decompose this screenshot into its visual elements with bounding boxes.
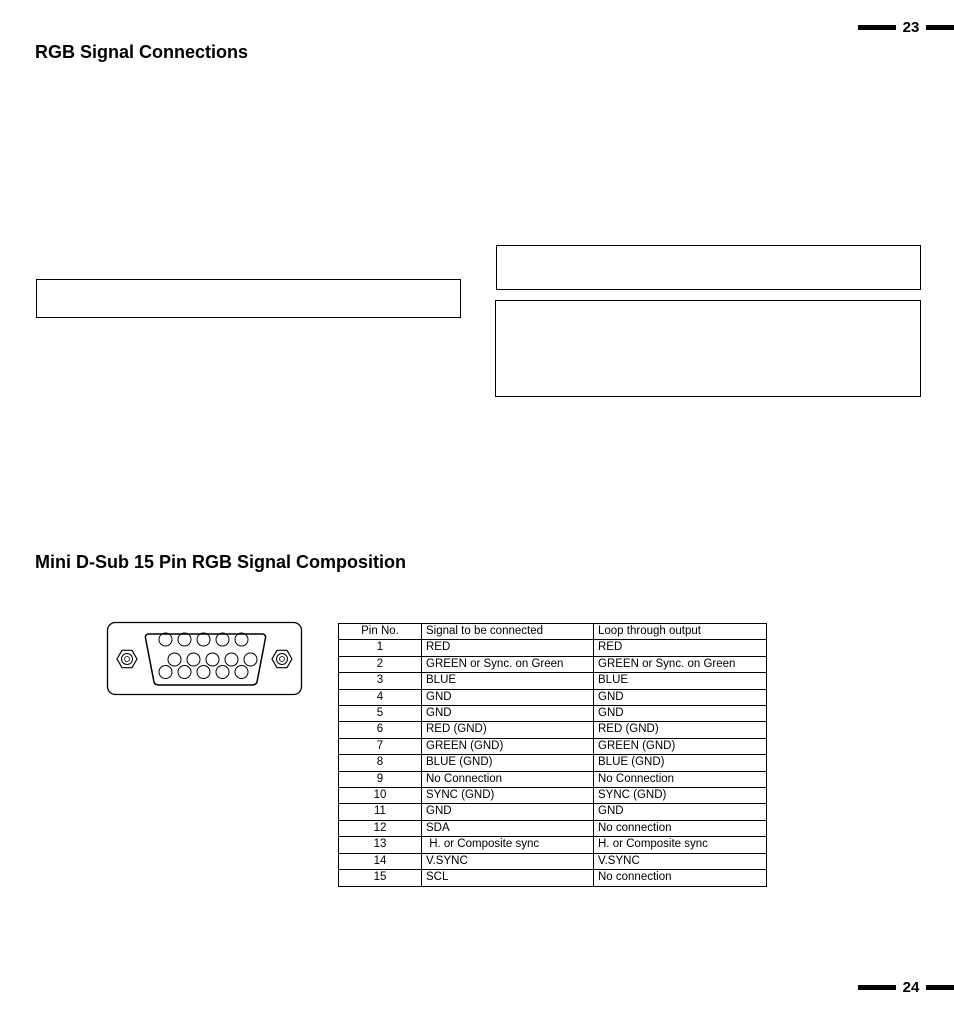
page-marker-bar (926, 25, 954, 30)
connector-pin (197, 633, 210, 646)
table-row (339, 870, 767, 886)
table-row (339, 706, 767, 722)
cell-signal: SYNC (GND) (422, 788, 594, 804)
connector-pin (235, 633, 248, 646)
cell-loop-through: GND (594, 689, 767, 705)
connector-pin (235, 666, 248, 679)
cell-loop-through: GREEN or Sync. on Green (594, 656, 767, 672)
cell-pin-no: 4 (339, 689, 422, 705)
cell-loop-through: RED (GND) (594, 722, 767, 738)
table-row (339, 788, 767, 804)
page-marker-bar (858, 985, 896, 990)
table-row (339, 673, 767, 689)
section-title-rgb-signal-connections: RGB Signal Connections (35, 42, 249, 62)
section-title-mini-dsub-composition: Mini D-Sub 15 Pin RGB Signal Composition (35, 552, 407, 572)
table-row (339, 755, 767, 771)
cell-signal: V.SYNC (422, 853, 594, 869)
connector-pin (168, 653, 181, 666)
connector-pins (159, 633, 257, 679)
connector-pin (159, 666, 172, 679)
cell-loop-through: RED (594, 640, 767, 656)
cell-signal: SDA (422, 820, 594, 836)
table-row (339, 771, 767, 787)
cell-loop-through: SYNC (GND) (594, 788, 767, 804)
empty-figure-box-right-bottom (495, 300, 921, 397)
table-row (339, 722, 767, 738)
cell-pin-no: 1 (339, 640, 422, 656)
cell-pin-no: 2 (339, 656, 422, 672)
cell-loop-through: GND (594, 706, 767, 722)
connector-pin (178, 633, 191, 646)
cell-signal: GND (422, 689, 594, 705)
cell-pin-no: 9 (339, 771, 422, 787)
connector-pin (206, 653, 219, 666)
cell-pin-no: 13 (339, 837, 422, 853)
cell-pin-no: 7 (339, 738, 422, 754)
connector-pin (197, 666, 210, 679)
page-marker-bar (926, 985, 954, 990)
cell-signal: No Connection (422, 771, 594, 787)
page-number-marker-top (854, 18, 954, 38)
cell-pin-no: 14 (339, 853, 422, 869)
cell-loop-through: No connection (594, 870, 767, 886)
page-marker-bar (858, 25, 896, 30)
cell-signal: H. or Composite sync (422, 837, 594, 853)
pin-signal-table (338, 623, 767, 887)
table-row (339, 689, 767, 705)
cell-pin-no: 11 (339, 804, 422, 820)
cell-signal: RED (422, 640, 594, 656)
column-header-pin-no: Pin No. (339, 624, 422, 640)
cell-loop-through: No Connection (594, 771, 767, 787)
cell-loop-through: BLUE (GND) (594, 755, 767, 771)
cell-loop-through: No connection (594, 820, 767, 836)
cell-loop-through: GND (594, 804, 767, 820)
cell-signal: GND (422, 804, 594, 820)
table-row (339, 656, 767, 672)
cell-pin-no: 5 (339, 706, 422, 722)
cell-signal: BLUE (GND) (422, 755, 594, 771)
column-header-signal: Signal to be connected (422, 624, 594, 640)
table-header-row (339, 624, 767, 640)
page-number-top: 23 (902, 19, 920, 36)
cell-pin-no: 15 (339, 870, 422, 886)
connector-pin (244, 653, 257, 666)
column-header-loop-through: Loop through output (594, 624, 767, 640)
cell-signal: BLUE (422, 673, 594, 689)
cell-signal: GREEN or Sync. on Green (422, 656, 594, 672)
cell-signal: RED (GND) (422, 722, 594, 738)
cell-signal: GND (422, 706, 594, 722)
page-number-marker-bottom (854, 978, 954, 998)
connector-pin (178, 666, 191, 679)
empty-figure-box-left (36, 279, 461, 318)
cell-loop-through: H. or Composite sync (594, 837, 767, 853)
cell-signal: SCL (422, 870, 594, 886)
cell-pin-no: 3 (339, 673, 422, 689)
connector-pin (216, 633, 229, 646)
table-row (339, 853, 767, 869)
table-row (339, 640, 767, 656)
connector-pin (216, 666, 229, 679)
cell-loop-through: V.SYNC (594, 853, 767, 869)
cell-pin-no: 12 (339, 820, 422, 836)
table-row (339, 738, 767, 754)
vga-dsub15-connector-icon (105, 620, 304, 698)
cell-pin-no: 8 (339, 755, 422, 771)
table-row (339, 820, 767, 836)
empty-figure-box-right-top (496, 245, 921, 290)
cell-loop-through: GREEN (GND) (594, 738, 767, 754)
cell-signal: GREEN (GND) (422, 738, 594, 754)
table-row (339, 804, 767, 820)
connector-pin (225, 653, 238, 666)
page-number-bottom: 24 (902, 979, 920, 996)
cell-pin-no: 10 (339, 788, 422, 804)
cell-pin-no: 6 (339, 722, 422, 738)
connector-pin (159, 633, 172, 646)
connector-pin (187, 653, 200, 666)
mounting-screw-right-icon (272, 650, 292, 667)
cell-loop-through: BLUE (594, 673, 767, 689)
mounting-screw-left-icon (117, 650, 137, 667)
table-row (339, 837, 767, 853)
